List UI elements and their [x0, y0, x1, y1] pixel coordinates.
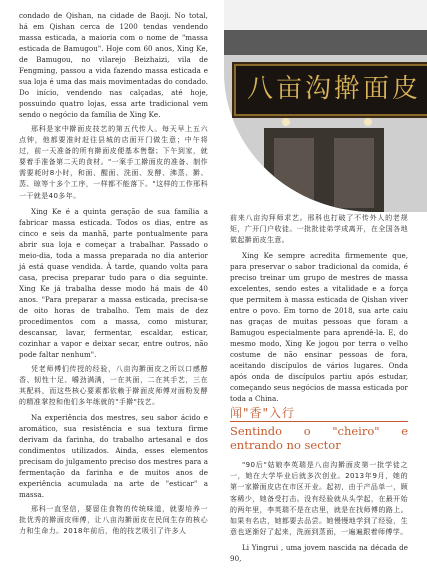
section-title-zh: 闻"香"入行	[230, 406, 296, 421]
paragraph-zh: 邢科一直坚信，要留住食物的传统味道，就要培养一批优秀的擀面皮师傅，让八亩沟擀面皮在民间生存的核心力和生命力。2018年前后，他的技艺吸引了许多人	[19, 505, 208, 536]
paragraph-pt: condado de Qishan, na cidade de Baoji. No total, há em Qishan cerca de 1200 tendas vendendo massa esticada, a maioria com o nome de "massa esticada de Bamugou". Hoje com 60 anos, Xing Ke, de Bamugou, no vilarejo Beizhaizi, vila de Fengming, passou a vida fazendo massa esticada e sua loja é uma das mais movimentadas do condado. Do início, vendendo nas calçadas, até hoje, possuindo quatro lojas, essa arte tradicional vem sendo o negócio da família de Xing Ke.	[19, 11, 208, 119]
shop-sign-text: 八亩沟擀面皮	[246, 74, 421, 104]
left-column	[19, 10, 208, 541]
right-column	[230, 213, 408, 568]
paragraph-pt: Li Yingrui , uma jovem nascida na década de 90,	[230, 542, 408, 563]
photo-roof	[224, 30, 427, 56]
paragraph-zh: 前来八亩沟拜师求艺。邢科也打破了不传外人的老规矩，广开门户收徒。一批批徒弟学成离开，在全国各地做起擀面皮生意。	[230, 214, 408, 245]
shop-sign	[232, 62, 427, 118]
section-title-pt: Sentindo o "cheiro" e entrando no sector	[230, 421, 408, 452]
paragraph-pt: Na experiência dos mestres, seu sabor ácido e aromático, sua resistência e sua textura firme derivam da farinha, do trabalho artesanal e dos condimentos utilizados. Ainda, esses elementos precisam do julgamento preciso dos mestres para a fermentação da farinha e de muitos anos de experiência acumulada na arte de "esticar" a massa.	[19, 413, 208, 500]
paragraph-zh: "90后"姑娘李英瑞是八亩沟擀面皮第一批学徒之一，她在大学毕业后就多次创业。2013年9月，她的第一家擀面皮店在市区开业。起初，由于产品单一，顾客稀少，她备受打击。没有经验就从头学起，在最开始的两年里，李英瑞不是在店里，就是在找师傅的路上。如果有名店，她都要去品尝。她慢慢地学到了经验，生意也逐渐好了起来，洗面到蒸面，一遍遍跟着师傅学。	[230, 461, 408, 536]
lamp-icon	[282, 118, 290, 126]
shop-door	[264, 128, 384, 212]
paragraph-zh: 邢科是家中擀面皮技艺的第五代传人。每天早上五六点钟，他都要准时赶往县城的店面开门做生意；中午将过，前一天准备的所有擀面皮便基本售罄；下午到家，就要着手准备第二天的食材。"一案手工擀面皮的准备、制作需要耗时8小时，和面、醒面、洗面、发酵、沸蒸、擀、蒸、晾等十多个工序，一样都不能落下。"这样的工作邢科一干就是40多年。	[19, 125, 208, 200]
shop-photo	[224, 0, 427, 212]
paragraph-pt: Xing Ke sempre acredita firmemente que, para preservar o sabor tradicional da comida, é preciso treinar um grupo de mestres de massa excelentes, sendo estes a vitalidade e a força que permitem à massa esticada de Qishan viver entre o povo. Em torno de 2018, sua arte caiu nas graças de muitas pessoas que foram a Bamugou especialmente para aprendê-la. E, do mesmo modo, Xing Ke jogou por terra o velho costume de não ensinar pessoas de fora, aceitando discípulos de vários lugares. Onda após onda de discípulos partiu após estudar, começando seus negócios de massa esticada por toda a China.	[230, 251, 408, 404]
lamp-icon	[364, 118, 372, 126]
paragraph-zh: 凭老师傅们传授的经验，八亩沟擀面皮之所以口感醇香、韧性十足、嚼劲满满，一在其面，二在其手艺，三在其配料，而这些核心要素都依赖于擀面皮师傅对面粉发酵的精准掌控和他们多年练就的"手擀"技艺。	[19, 364, 208, 406]
paragraph-pt: Xing Ke é a quinta geração de sua família a fabricar massa esticada. Todos os dias, entre as cinco e seis da manhã, parte pontualmente para abrir sua loja e começar a trabalhar. Passado o meio-dia, toda a massa preparada no dia anterior já está quase vendida. À tarde, quando volta para casa, precisa preparar tudo para o dia seguinte. Xing Ke já trabalha desse modo há mais de 40 anos. "Para preparar a massa esticada, precisa-se de oito horas de trabalho. Tem mais de dez procedimentos com a massa, como misturar, descansar, lavar, fermentar, escaldar, esticar, cozinhar a vapor e deixar secar, entre outros, não pode faltar nenhum".	[19, 206, 208, 359]
